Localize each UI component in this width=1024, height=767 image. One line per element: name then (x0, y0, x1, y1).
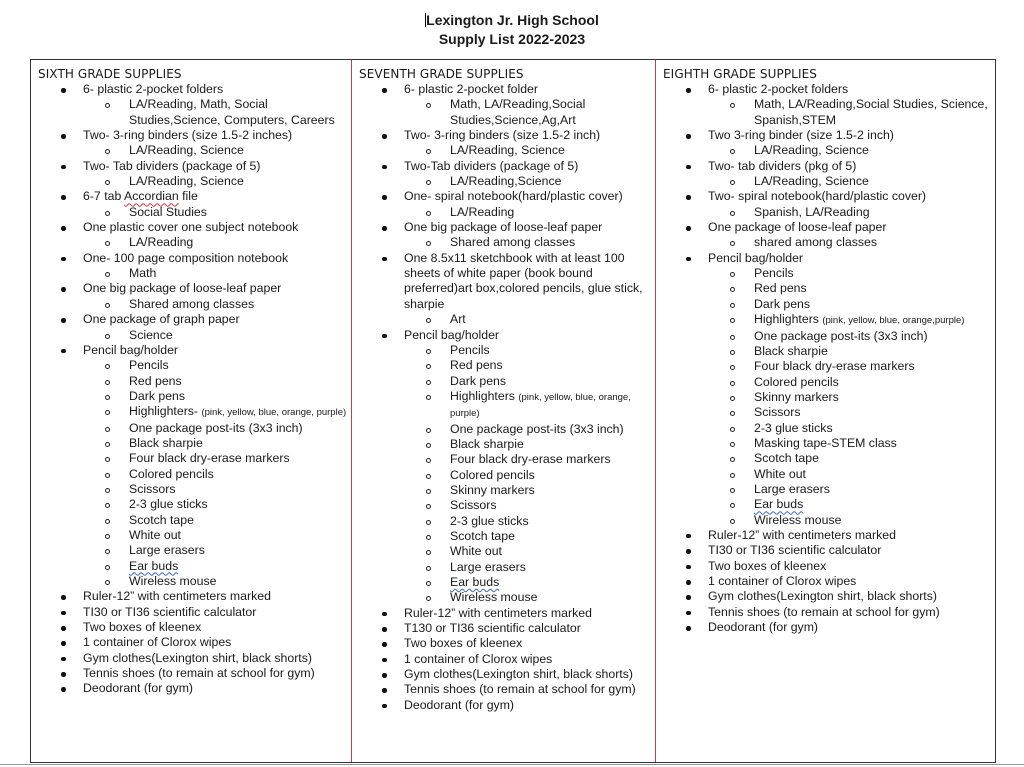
list-item (663, 189, 995, 220)
sub-item-text: Colored pencils (754, 374, 839, 389)
sub-item-text: Spanish, LA/Reading (754, 204, 870, 219)
sub-list-item (83, 143, 351, 158)
sub-list-item (708, 405, 995, 420)
item-text: Ruler-12” with centimeters marked (708, 527, 896, 542)
sub-list (83, 266, 351, 281)
list-item (359, 128, 655, 159)
sub-item-text: LA/Reading, Science (754, 143, 869, 158)
eighth-grade-column (656, 60, 995, 762)
sub-list-item (404, 514, 655, 529)
sub-item-text: Scissors (754, 405, 801, 420)
list-item (38, 635, 351, 650)
item-text: 6-7 tab Accordian file (83, 189, 198, 204)
sub-item-text: LA/Reading,Science (450, 174, 562, 189)
sub-list-item (404, 468, 655, 483)
item-text: One big package of loose-leaf paper (404, 220, 603, 235)
sub-item-note: (pink, yellow, blue, orange, purple) (450, 391, 631, 420)
item-text: Two- tab dividers (pkg of 5) (708, 158, 857, 173)
list-item (38, 620, 351, 635)
sub-item-text: Highlighters (450, 388, 519, 403)
sub-item-text: 2-3 glue sticks (450, 513, 529, 528)
sub-item-note: (pink, yellow, blue, orange, purple) (201, 407, 347, 419)
sub-list-item (708, 235, 995, 250)
sub-item-text: Scotch tape (754, 451, 819, 466)
sub-list (404, 143, 655, 158)
sub-item-text: White out (450, 544, 502, 559)
list-item (663, 620, 995, 635)
list-item (359, 251, 655, 328)
sub-list-item (83, 497, 351, 512)
sub-item-text: Skinny markers (754, 389, 839, 404)
item-text: Two- 3-ring binders (size 1.5-2 inches) (83, 128, 293, 143)
sub-item-text: LA/Reading, Science (129, 143, 244, 158)
list-item (663, 605, 995, 620)
sub-list-item (404, 312, 655, 327)
list-item (38, 343, 351, 590)
sub-item-text: Four black dry-erase markers (754, 359, 915, 374)
sub-item-text: 2-3 glue sticks (754, 420, 833, 435)
sub-item-text: Large erasers (129, 543, 205, 558)
item-text: 6- plastic 2-pocket folder (404, 82, 538, 96)
sub-item-text: Large erasers (754, 481, 830, 496)
sub-item-text: Math (129, 266, 157, 281)
sub-list-item (404, 529, 655, 544)
sub-item-text: Shared among classes (129, 296, 255, 311)
sub-list-item (708, 329, 995, 344)
sub-item-text: Shared among classes (450, 235, 576, 250)
sixth-grade-heading: SIXTH GRADE SUPPLIES (38, 67, 182, 81)
sub-list (83, 328, 351, 343)
sub-item-text: Pencils (754, 266, 794, 281)
sub-item-text (450, 575, 499, 589)
list-item (663, 589, 995, 604)
list-item (663, 220, 995, 251)
sub-item-text: Wireless mouse (754, 512, 842, 527)
sub-list-item (708, 143, 995, 158)
sub-list-item (708, 281, 995, 296)
sub-list-item (83, 389, 351, 404)
sub-list-item (404, 97, 655, 128)
sub-list-item (708, 375, 995, 390)
sub-list-item (83, 266, 351, 281)
title-line-2: Supply List 2022-2023 (438, 31, 586, 47)
list-item (663, 559, 995, 574)
sub-list-item (708, 436, 995, 451)
list-item (359, 667, 655, 682)
sub-list (83, 205, 351, 220)
sixth-grade-list (38, 82, 351, 697)
sub-list-item (404, 422, 655, 437)
item-text: Pencil bag/holder (83, 342, 179, 357)
sub-item-text: White out (129, 527, 181, 542)
sub-list (708, 143, 995, 158)
sub-item-text: Math, LA/Reading,Social Studies, Science, Spanish,STEM (754, 97, 988, 127)
sub-item-text: 2-3 glue sticks (129, 497, 208, 512)
sub-item-text: Scissors (450, 498, 497, 513)
item-text: Two 3-ring binder (size 1.5-2 inch) (708, 128, 894, 143)
item-text: Ruler-12” with centimeters marked (83, 589, 271, 604)
list-item (359, 606, 655, 621)
sub-list (708, 97, 995, 128)
sub-item-text: Black sharpie (754, 343, 828, 358)
sub-item-text: LA/Reading, Math, Social Studies,Science, Computers, Careers (129, 97, 335, 127)
list-item (38, 82, 351, 128)
list-item (38, 651, 351, 666)
sub-list-item (404, 544, 655, 559)
sub-item-text (129, 559, 178, 573)
page-bottom-border (0, 764, 1024, 765)
sub-list-item (83, 543, 351, 558)
sub-item-text: Social Studies (129, 204, 207, 219)
sub-list-item (83, 528, 351, 543)
sub-list-item (83, 513, 351, 528)
item-text: Deodorant (for gym) (83, 681, 194, 696)
sub-list-item (404, 343, 655, 358)
supply-table (30, 59, 996, 763)
sub-list-item (83, 436, 351, 451)
sub-item-text: LA/Reading, Science (754, 174, 869, 189)
list-item (359, 82, 655, 128)
sub-item-text: Colored pencils (450, 467, 535, 482)
list-item (359, 189, 655, 220)
sub-item-text: Scotch tape (129, 512, 194, 527)
list-item (663, 82, 995, 128)
sub-item-text: Dark pens (450, 373, 507, 388)
sub-item-note: (pink, yellow, blue, orange,purple) (822, 315, 965, 327)
item-text: 6- plastic 2-pocket folders (83, 82, 224, 96)
sub-list-item (708, 359, 995, 374)
sub-list-item (83, 235, 351, 250)
sub-item-text: Red pens (450, 358, 503, 373)
list-item (38, 128, 351, 159)
sub-item-text: One package post-its (3x3 inch) (129, 420, 303, 435)
sub-list-item (83, 174, 351, 189)
sub-item-text: shared among classes (754, 235, 878, 250)
item-text: One big package of loose-leaf paper (83, 281, 282, 296)
item-text: Pencil bag/holder (404, 327, 500, 342)
sub-item-text (754, 497, 803, 511)
item-text: Two- Tab dividers (package of 5) (83, 158, 261, 173)
sub-list-item (708, 513, 995, 528)
sub-item-text: Skinny markers (450, 482, 535, 497)
item-text: Tennis shoes (to remain at school for gym) (83, 666, 315, 681)
sub-list-item (708, 497, 995, 512)
list-item (38, 681, 351, 696)
item-text: Ruler-12” with centimeters marked (404, 605, 592, 620)
item-text: 1 container of Clorox wipes (404, 651, 553, 666)
sub-list-item (404, 575, 655, 590)
sub-item-text: Pencils (450, 342, 490, 357)
item-text: Gym clothes(Lexington shirt, black shorts) (83, 650, 312, 665)
sub-item-text: One package post-its (3x3 inch) (754, 328, 928, 343)
sub-item-text: Black sharpie (129, 435, 203, 450)
list-item (38, 312, 351, 343)
item-text: Two boxes of kleenex (708, 558, 827, 573)
sub-item-text: Highlighters (754, 312, 823, 327)
sub-list-item (708, 482, 995, 497)
sub-item-text: Highlighters- (129, 404, 202, 419)
item-text: Two- 3-ring binders (size 1.5-2 inch) (404, 128, 601, 143)
list-item (38, 281, 351, 312)
sub-list (83, 358, 351, 589)
sub-item-text: Black sharpie (450, 436, 524, 451)
sub-list-item (83, 482, 351, 497)
item-text: 6- plastic 2-pocket folders (708, 82, 849, 96)
seventh-grade-list (359, 82, 655, 713)
sub-item-text: Art (450, 312, 466, 327)
seventh-grade-column (351, 60, 656, 762)
title-school-name: Lexington Jr. High School (426, 12, 599, 28)
sub-list-item (404, 560, 655, 575)
sub-item-text: LA/Reading, Science (450, 143, 565, 158)
sub-item-text: LA/Reading (450, 204, 515, 219)
item-text: One package of graph paper (83, 312, 240, 327)
sub-list-item (83, 451, 351, 466)
sub-list (404, 205, 655, 220)
sub-list-item (83, 205, 351, 220)
sub-list-item (83, 559, 351, 574)
sub-list-item (708, 467, 995, 482)
sub-list-item (708, 451, 995, 466)
sub-list-item (83, 97, 351, 128)
item-text: 1 container of Clorox wipes (708, 574, 857, 588)
sub-list-item (83, 328, 351, 343)
list-item (359, 220, 655, 251)
item-text: TI30 or TI36 scientific calculator (83, 604, 257, 619)
item-text: One- spiral notebook(hard/plastic cover) (404, 189, 623, 204)
sub-list-item (708, 421, 995, 436)
document-title (0, 11, 1024, 49)
list-item (38, 189, 351, 220)
sub-list-item (404, 205, 655, 220)
sub-item-text: Four black dry-erase markers (129, 451, 290, 466)
item-text: Two boxes of kleenex (404, 636, 523, 651)
sub-list-item (83, 297, 351, 312)
list-item (38, 605, 351, 620)
item-text: TI30 or TI36 scientific calculator (708, 543, 882, 558)
item-text: Two- spiral notebook(hard/plastic cover) (708, 189, 927, 204)
sub-list-item (83, 421, 351, 436)
list-item (359, 636, 655, 651)
sub-list-item (83, 467, 351, 482)
item-text: Tennis shoes (to remain at school for gym) (708, 604, 940, 619)
list-item (663, 251, 995, 528)
sub-list-item (404, 452, 655, 467)
sub-list-item (708, 174, 995, 189)
sub-list (404, 235, 655, 250)
spellcheck-mark: Ear buds (129, 558, 179, 573)
list-item (38, 159, 351, 190)
list-item (663, 574, 995, 589)
item-text: Tennis shoes (to remain at school for gym) (404, 682, 636, 697)
spellcheck-mark: Ear buds (450, 575, 500, 589)
list-item (359, 621, 655, 636)
item-text: Two boxes of kleenex (83, 620, 202, 635)
sub-item-text: Pencils (129, 358, 169, 373)
sub-list-item (404, 389, 655, 422)
sub-list-item (404, 374, 655, 389)
item-text: One 8.5x11 sketchbook with at least 100 sheets of white paper (book bound preferred)art box,colored pencils, glue stick, sharpie (404, 250, 643, 311)
sub-list-item (404, 498, 655, 513)
sub-item-text: LA/Reading (129, 235, 194, 250)
sub-list-item (404, 143, 655, 158)
list-item (663, 159, 995, 190)
sub-item-text: White out (754, 466, 806, 481)
sub-list-item (708, 205, 995, 220)
list-item (359, 652, 655, 667)
list-item (38, 220, 351, 251)
sub-item-text: Math, LA/Reading,Social Studies,Science,Ag,Art (450, 97, 586, 127)
list-item (663, 543, 995, 558)
sub-item-text: LA/Reading, Science (129, 174, 244, 189)
sub-list-item (83, 404, 351, 420)
sub-item-text: Dark pens (129, 388, 186, 403)
sub-item-text: Scotch tape (450, 528, 515, 543)
sub-list (404, 343, 655, 606)
sub-list (404, 312, 655, 327)
sub-list (708, 174, 995, 189)
sub-list-item (404, 235, 655, 250)
sub-list (708, 235, 995, 250)
list-item (38, 666, 351, 681)
sub-list-item (404, 174, 655, 189)
item-text: Deodorant (for gym) (404, 697, 515, 712)
item-text: Deodorant (for gym) (708, 620, 819, 635)
eighth-grade-list (663, 82, 995, 635)
eighth-grade-heading: EIGHTH GRADE SUPPLIES (663, 67, 818, 81)
sub-item-text: Large erasers (450, 559, 526, 574)
item-text: One plastic cover one subject notebook (83, 220, 299, 235)
list-item (359, 328, 655, 606)
sub-list (708, 205, 995, 220)
sixth-grade-column (31, 60, 351, 762)
sub-item-text: Science (129, 327, 173, 342)
sub-list-item (708, 297, 995, 312)
item-text: T130 or TI36 scientific calculator (404, 621, 581, 636)
sub-list-item (404, 437, 655, 452)
list-item (359, 159, 655, 190)
sub-list-item (404, 358, 655, 373)
sub-item-text: Dark pens (754, 296, 811, 311)
item-text: 1 container of Clorox wipes (83, 635, 232, 650)
sub-list (83, 235, 351, 250)
spellcheck-mark: Ear buds (754, 497, 804, 512)
sub-list (404, 97, 655, 128)
sub-list (83, 297, 351, 312)
sub-list-item (83, 358, 351, 373)
sub-list-item (83, 374, 351, 389)
sub-list-item (708, 97, 995, 128)
item-text: One package of loose-leaf paper (708, 220, 887, 235)
sub-list (83, 97, 351, 128)
list-item (38, 251, 351, 282)
sub-list (83, 174, 351, 189)
sub-item-text: Colored pencils (129, 466, 214, 481)
sub-list (404, 174, 655, 189)
list-item (359, 682, 655, 697)
list-item (38, 589, 351, 604)
sub-item-text: Red pens (754, 281, 807, 296)
sub-item-text: Masking tape-STEM class (754, 435, 897, 450)
item-text: Pencil bag/holder (708, 250, 804, 265)
sub-item-text: Red pens (129, 373, 182, 388)
item-text: One- 100 page composition notebook (83, 250, 289, 265)
sub-list (708, 266, 995, 528)
title-line-1 (0, 11, 1024, 30)
spellcheck-mark: Accordian (124, 189, 179, 204)
item-text: Two-Tab dividers (package of 5) (404, 158, 579, 173)
sub-item-text: One package post-its (3x3 inch) (450, 421, 624, 436)
sub-list-item (708, 344, 995, 359)
list-item (663, 128, 995, 159)
sub-item-text: Four black dry-erase markers (450, 452, 611, 467)
sub-list-item (708, 390, 995, 405)
sub-list-item (708, 312, 995, 328)
sub-list-item (404, 483, 655, 498)
item-text: Gym clothes(Lexington shirt, black shorts) (404, 667, 633, 682)
seventh-grade-heading: SEVENTH GRADE SUPPLIES (359, 67, 524, 81)
sub-item-text: Wireless mouse (129, 574, 217, 588)
list-item (359, 698, 655, 713)
item-text: Gym clothes(Lexington shirt, black shorts) (708, 589, 937, 604)
sub-list-item (83, 574, 351, 589)
sub-list-item (708, 266, 995, 281)
list-item (663, 528, 995, 543)
sub-item-text: Scissors (129, 481, 176, 496)
sub-list (83, 143, 351, 158)
sub-list-item (404, 590, 655, 605)
sub-item-text: Wireless mouse (450, 590, 538, 605)
